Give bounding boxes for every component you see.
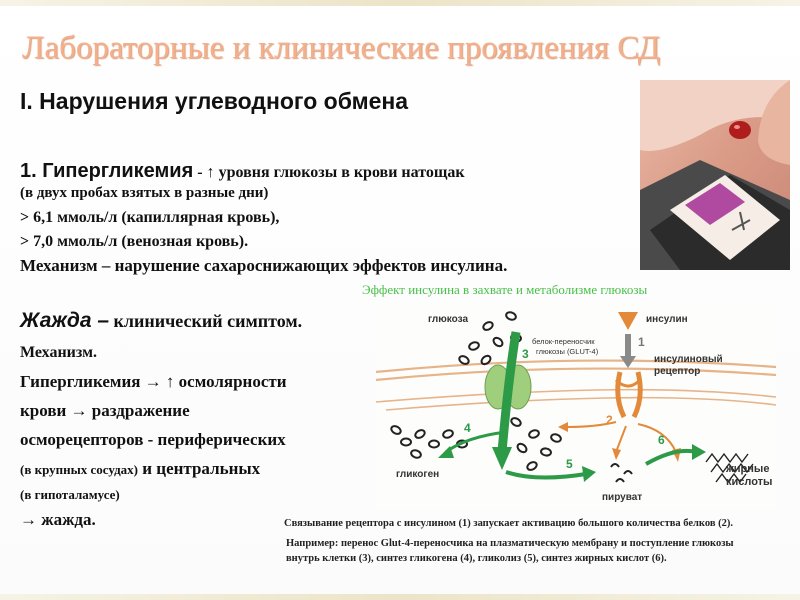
step-1: 1	[638, 335, 645, 349]
label-receptor-2: рецептор	[654, 366, 701, 377]
thirst-central: и центральных	[137, 459, 261, 478]
insulin-effect-diagram-art	[376, 302, 776, 510]
insulin-effect-diagram	[376, 302, 776, 510]
diagram-heading: Эффект инсулина в захвате и метаболизме глюкозы	[362, 282, 648, 297]
glucometer-photo	[640, 80, 790, 270]
thirst-mechanism-label: Механизм.	[20, 344, 97, 361]
label-receptor-1: инсулиновый	[654, 354, 723, 365]
thirst-vessels-note: (в крупных сосудах)	[20, 462, 138, 477]
caption-line-2: Например: перенос Glut-4-переносчика на плазматическую мембрану и поступление глюкозы	[286, 538, 734, 549]
glucometer-photo-art	[640, 80, 790, 270]
slide-title: Лабораторные и клинические проявления СД	[22, 30, 661, 66]
bottom-border	[0, 594, 800, 600]
thirst-definition: клинический симптом.	[109, 311, 303, 331]
hyperglycemia-term: 1. Гипергликемия	[20, 160, 194, 182]
label-pyruvate: пируват	[602, 492, 643, 503]
step-2: 2	[606, 413, 613, 427]
hyperglycemia-line	[20, 160, 465, 183]
thirst-line-1: Гипергликемия → ↑ осмолярности	[20, 372, 287, 391]
label-glut4-2: глюкозы (GLUT-4)	[536, 347, 599, 356]
step-6: 6	[658, 433, 665, 447]
thirst-line	[20, 309, 302, 333]
label-glut4-1: белок-переносчик	[532, 337, 595, 346]
hyperglycemia-definition: - ↑ уровня глюкозы в крови натощак	[193, 164, 465, 181]
thirst-line-2: крови → раздражение	[20, 401, 190, 420]
venous-threshold: > 7,0 ммоль/л (венозная кровь).	[20, 233, 249, 250]
step-3: 3	[522, 347, 529, 361]
thirst-line-4	[20, 459, 260, 479]
label-glucose: глюкоза	[428, 314, 469, 325]
hyperglycemia-note: (в двух пробах взятых в разные дни)	[20, 185, 269, 201]
label-fatty-1: жирные	[726, 463, 770, 475]
thirst-term: Жажда –	[20, 309, 110, 332]
label-glycogen: гликоген	[396, 469, 440, 480]
capillary-threshold: > 6,1 ммоль/л (капиллярная кровь),	[20, 209, 280, 226]
top-border	[0, 0, 800, 6]
thirst-line-6: → жажда.	[20, 510, 96, 529]
label-insulin: инсулин	[646, 314, 688, 325]
step-5: 5	[566, 457, 573, 471]
thirst-line-5: (в гипоталамусе)	[20, 487, 120, 502]
label-fatty-2: кислоты	[726, 476, 773, 488]
step-4: 4	[464, 421, 471, 435]
thirst-line-3: осморецепторов - периферических	[20, 430, 286, 449]
hyperglycemia-mechanism: Механизм – нарушение сахароснижающих эффектов инсулина.	[20, 256, 508, 275]
caption-line-3: внутрь клетки (3), синтез гликогена (4), гликолиз (5), синтез жирных кислот (6).	[286, 553, 667, 564]
caption-line-1: Связывание рецептора с инсулином (1) запускает активацию большого количества белков (2).	[284, 518, 733, 529]
section-heading: I. Нарушения углеводного обмена	[20, 88, 409, 114]
